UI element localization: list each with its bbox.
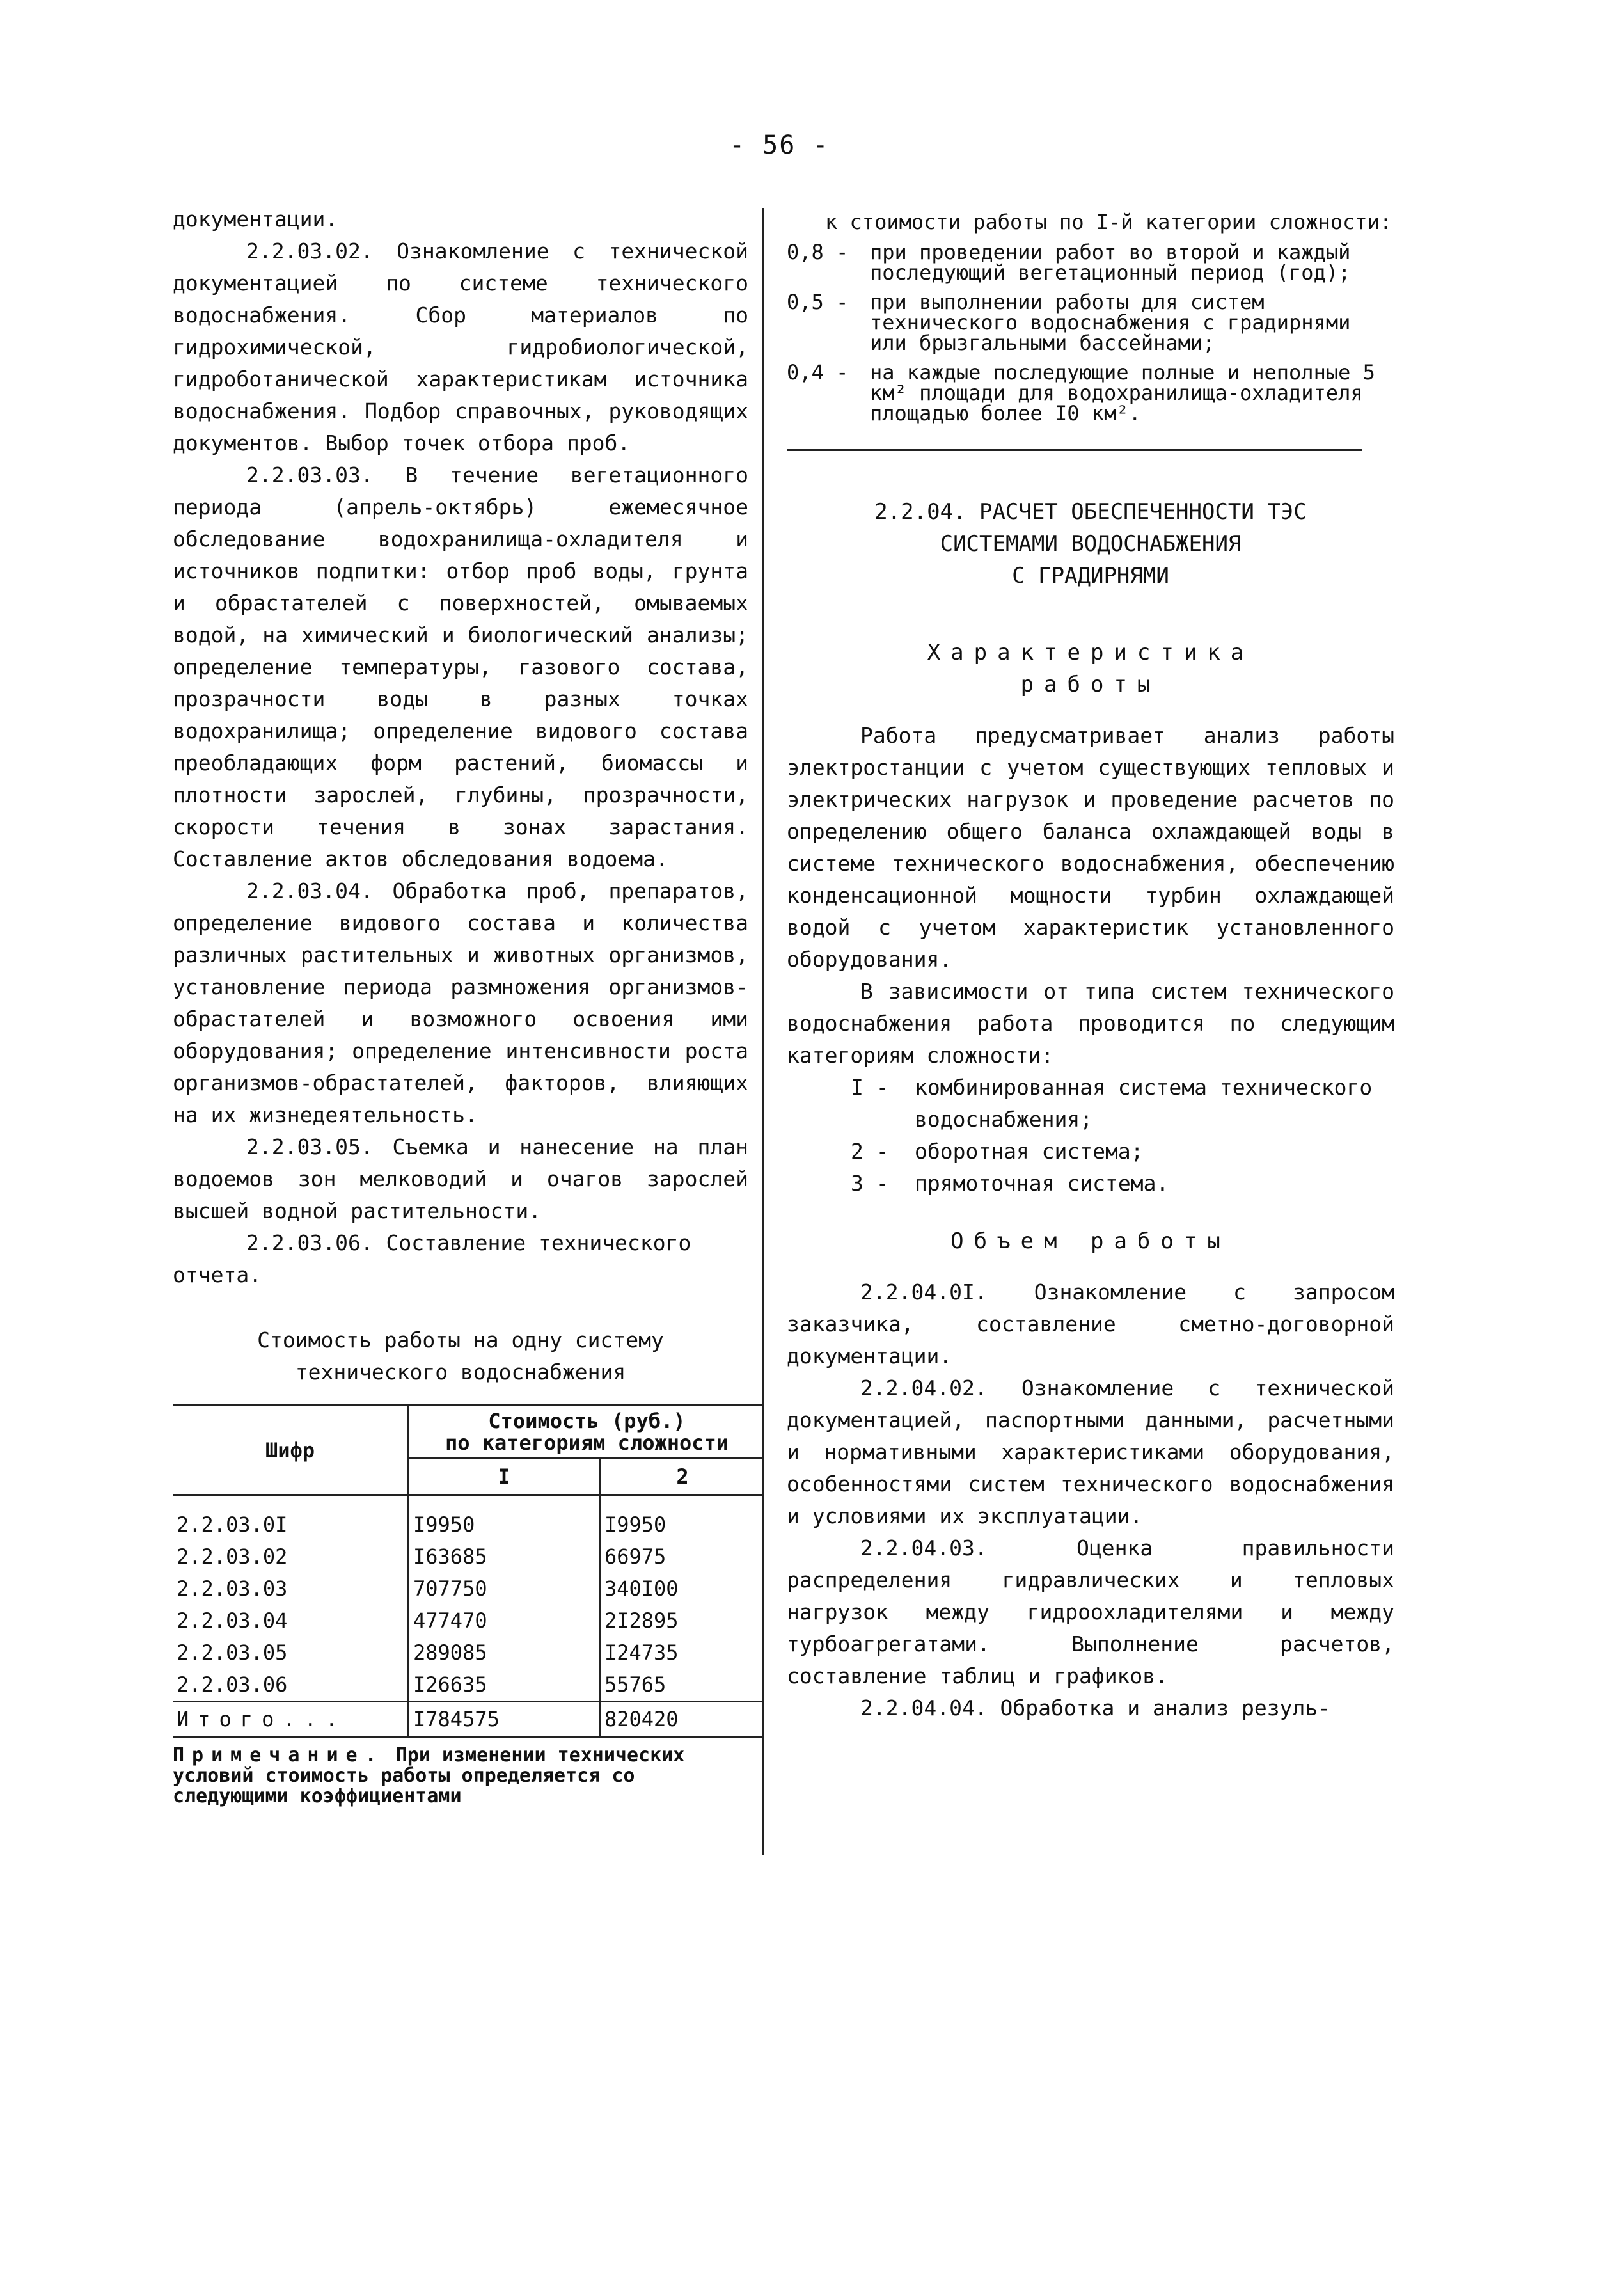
coefficient-item [787, 292, 1394, 353]
header-category-2: 2 [599, 1459, 764, 1495]
note-label: Примечание. [173, 1744, 384, 1766]
cell-code: 2.2.03.0I [177, 1512, 288, 1537]
cell-cost-cat1: 289085 [409, 1637, 600, 1669]
coefficient-text: на каждые последующие полные и неполные 5 км² площади для водохранилища-охладителя площадью более I0 км². [870, 360, 1375, 425]
subheading-line: работы [1020, 672, 1161, 697]
table-row [173, 1541, 764, 1573]
table-total-row [173, 1702, 764, 1737]
coefficient-value: 0,8 - [787, 240, 849, 264]
paragraph: 2.2.04.0I. Ознакомление с запросом заказчика, составление сметно-договорной документации. [787, 1280, 1394, 1369]
header-category-1: I [409, 1459, 600, 1495]
left-column [173, 203, 748, 1807]
paragraph: документации. [173, 207, 338, 232]
paragraph: 2.2.03.03. В течение вегетационного периода (апрель-октябрь) ежемесячное обследование водохранилища-охладителя и источников подпитки: отбор проб воды, грунта и обрастателей с поверхностей, омываемых водой, на химический и биологический анализы; определение температуры, газового состава, прозрачности воды в разных точках водохранилища; определение видового состава преобладающих форм растений, биомассы и плотности зарослей, глубины, прозрачности, скорости течения в зонах зарастания. Составление актов обследования водоема. [173, 463, 748, 871]
cell-code: 2.2.03.06 [177, 1672, 288, 1697]
table-caption-line: Стоимость работы на одну систему [257, 1328, 664, 1353]
cell-cost-cat2: 66975 [604, 1544, 666, 1569]
paragraph: 2.2.04.02. Ознакомление с технической документацией, паспортными данными, расчетными и нормативными характеристиками оборудования, особенностями систем технического водоснабжения и условиями их эксплуатации. [787, 1376, 1394, 1528]
subheading-volume: Объем работы [950, 1228, 1231, 1254]
cell-cost-cat2: 2I2895 [604, 1608, 679, 1633]
paragraph: 2.2.03.04. Обработка проб, препаратов, определение видового состава и количества различных растительных и животных организмов, установление периода размножения организмов-обрастателей и возможного освоения ими оборудования; определение интенсивности роста организмов-обрастателей, факторов, влияющих на их жизнедеятельность. [173, 878, 748, 1127]
table-row [173, 1637, 764, 1669]
table-row [173, 1669, 764, 1702]
section-divider [787, 449, 1362, 451]
paragraph: 2.2.04.04. Обработка и анализ резуль- [860, 1695, 1331, 1720]
cell-code: 2.2.03.03 [177, 1576, 288, 1601]
paragraph: 2.2.04.03. Оценка правильности распределения гидравлических и тепловых нагрузок между гидроохладителями и между турбоагрегатами. Выполнение расчетов, составление таблиц и графиков. [787, 1536, 1394, 1688]
subheading-characteristics [787, 637, 1394, 701]
total-cost-cat2: 820420 [599, 1702, 764, 1737]
cell-code: 2.2.03.05 [177, 1640, 288, 1665]
header-code: Шифр [173, 1406, 409, 1495]
coefficient-text: при проведении работ во второй и каждый последующий вегетационный период (год); [870, 240, 1351, 285]
coefficient-intro: к стоимости работы по I-й категории сложности: [825, 210, 1392, 234]
paragraph: 2.2.03.02. Ознакомление с технической документацией по системе технического водоснабжения. Сбор материалов по гидрохимической, гидробиологической, гидроботанической характеристикам источника водоснабжения. Подбор справочных, руководящих документов. Выбор точек отбора проб. [173, 239, 748, 456]
cell-code: 2.2.03.02 [177, 1544, 288, 1569]
cell-cost-cat1: I9950 [409, 1495, 600, 1541]
table-row [173, 1605, 764, 1637]
cell-code: 2.2.03.04 [177, 1608, 288, 1633]
category-number: I - [851, 1075, 889, 1100]
header-cost-line: Стоимость (руб.) [488, 1409, 686, 1433]
category-item [851, 1072, 1394, 1136]
total-label: Итого... [173, 1702, 409, 1737]
coefficient-value: 0,4 - [787, 360, 849, 385]
category-number: 3 - [851, 1171, 889, 1196]
table-row [173, 1495, 764, 1541]
section-title [787, 496, 1394, 592]
paragraph: В зависимости от типа систем технического водоснабжения работа проводится по следующим категориям сложности: [787, 979, 1394, 1068]
category-item [851, 1168, 1394, 1200]
section-title-line: СИСТЕМАМИ ВОДОСНАБЖЕНИЯ [940, 531, 1242, 557]
cell-cost-cat2: 340I00 [604, 1576, 679, 1601]
cell-cost-cat2: I24735 [604, 1640, 679, 1665]
paragraph: 2.2.03.05. Съемка и нанесение на план водоемов зон мелководий и очагов зарослей высшей водной растительности. [173, 1134, 748, 1223]
coefficient-item [787, 242, 1394, 283]
paragraph: 2.2.03.06. Составление технического отчета. [173, 1230, 691, 1287]
right-column [787, 211, 1394, 1724]
cell-cost-cat1: I63685 [409, 1541, 600, 1573]
category-item [851, 1136, 1394, 1168]
note-text: При изменении технических условий стоимость работы определяется со следующими коэффициентами [173, 1744, 685, 1807]
header-cost-line: по категориям сложности [445, 1431, 729, 1455]
category-number: 2 - [851, 1139, 889, 1164]
category-text: оборотная система; [915, 1139, 1144, 1164]
header-cost [409, 1406, 765, 1459]
coefficient-text: при выполнении работы для систем технического водоснабжения с градирнями или брызгальными бассейнами; [870, 290, 1351, 355]
total-cost-cat1: I784575 [409, 1702, 600, 1737]
cell-cost-cat2: 55765 [604, 1672, 666, 1697]
section-title-line: 2.2.04. РАСЧЕТ ОБЕСПЕЧЕННОСТИ ТЭС [874, 499, 1307, 525]
cell-cost-cat1: 707750 [409, 1573, 600, 1605]
page-number: - 56 - [729, 131, 830, 160]
table-caption-line: технического водоснабжения [295, 1360, 626, 1385]
category-text: комбинированная система технического водоснабжения; [915, 1075, 1373, 1132]
cell-cost-cat1: I26635 [409, 1669, 600, 1702]
category-text: прямоточная система. [915, 1171, 1169, 1196]
cost-table [173, 1404, 764, 1738]
coefficient-item [787, 362, 1394, 424]
cell-cost-cat2: I9950 [604, 1512, 666, 1537]
paragraph: Работа предусматривает анализ работы электростанции с учетом существующих тепловых и электрических нагрузок и проведение расчетов по определению общего баланса охлаждающей воды в системе технического водоснабжения, обеспечению конденсационной мощности турбин охлаждающей водой с учетом характеристик установленного оборудования. [787, 723, 1394, 972]
cell-cost-cat1: 477470 [409, 1605, 600, 1637]
table-row [173, 1573, 764, 1605]
subheading-line: Характеристика [927, 640, 1254, 665]
table-caption [173, 1324, 748, 1388]
coefficient-value: 0,5 - [787, 290, 849, 314]
table-note [173, 1745, 748, 1807]
section-title-line: С ГРАДИРНЯМИ [1012, 563, 1169, 589]
